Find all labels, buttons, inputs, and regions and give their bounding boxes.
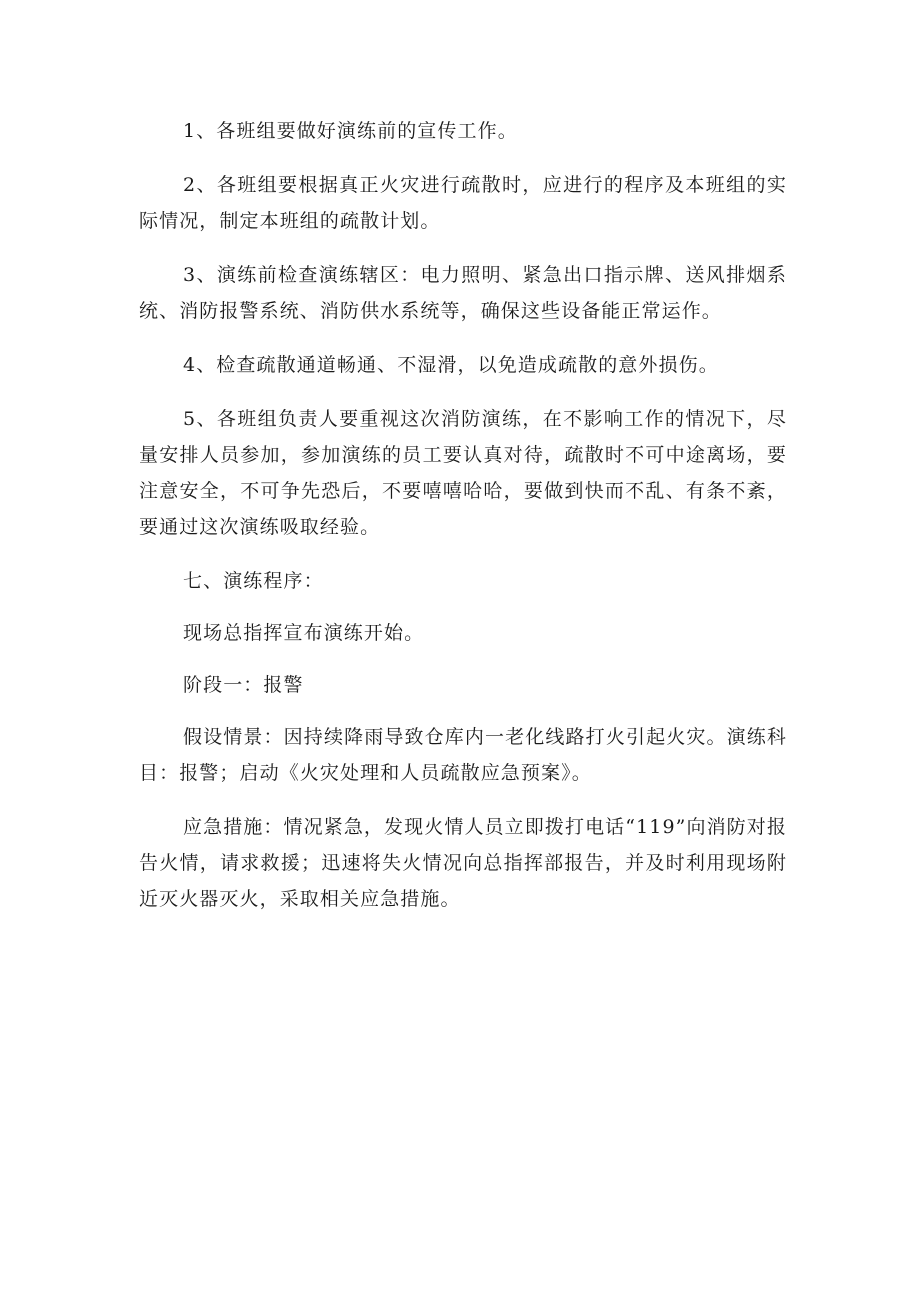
paragraph-5: 5、各班组负责人要重视这次消防演练，在不影响工作的情况下，尽量安排人员参加，参加演练的员工要认真对待，疏散时不可中途离场，要注意安全，不可争先恐后，不要嘻嘻哈哈，要做到快而不乱、有条不紊，要通过这次演练吸取经验。 [139, 408, 787, 538]
paragraph-drill-start: 现场总指挥宣布演练开始。 [183, 622, 425, 644]
stage-heading-alarm: 阶段一：报警 [183, 674, 304, 696]
section-heading-drill-procedure: 七、演练程序： [183, 570, 324, 592]
paragraph-2: 2、各班组要根据真正火灾进行疏散时，应进行的程序及本班组的实际情况，制定本班组的疏散计划。 [139, 174, 787, 232]
paragraph-1: 1、各班组要做好演练前的宣传工作。 [183, 120, 518, 142]
paragraph-scenario: 假设情景：因持续降雨导致仓库内一老化线路打火引起火灾。演练科目：报警；启动《火灾处理和人员疏散应急预案》。 [139, 726, 787, 784]
paragraph-3: 3、演练前检查演练辖区：电力照明、紧急出口指示牌、送风排烟系统、消防报警系统、消防供水系统等，确保这些设备能正常运作。 [139, 264, 787, 322]
paragraph-emergency-measures: 应急措施：情况紧急，发现火情人员立即拨打电话“119”向消防对报告火情，请求救援；迅速将失火情况向总指挥部报告，并及时利用现场附近灭火器灭火，采取相关应急措施。 [139, 816, 787, 910]
document-body [139, 113, 787, 917]
paragraph-4: 4、检查疏散通道畅通、不湿滑，以免造成疏散的意外损伤。 [183, 354, 719, 376]
